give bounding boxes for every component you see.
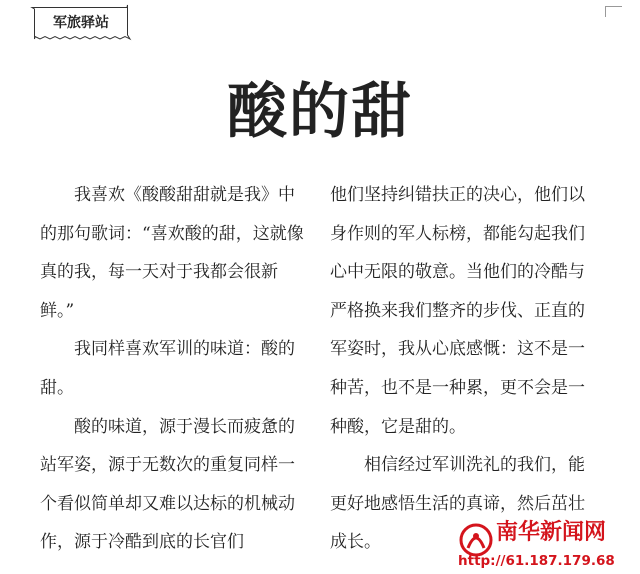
paragraph: 酸的味道，源于漫长而疲惫的站军姿，源于无数次的重复同样一个看似简单却又难以达标的机械动作，源于冷酷到底的长官们 bbox=[40, 416, 295, 553]
paragraph: 他们坚持纠错扶正的决心，他们以身作则的军人标榜，都能勾起我们心中无限的敬意。当他们的冷酷与严格换来我们整齐的步伐、正直的军姿时，我从心底感慨：这不是一种苦，也不是一种累，更不会是一种酸，它是甜的。 bbox=[330, 185, 585, 437]
left-column bbox=[40, 176, 305, 562]
paragraph: 相信经过军训洗礼的我们，能更好地感悟生活的真谛，然后茁壮成长。 bbox=[330, 455, 585, 553]
watermark-url: http://61.187.179.68 bbox=[458, 553, 615, 569]
paragraph: 我喜欢《酸酸甜甜就是我》中的那句歌词：“喜欢酸的甜，这就像真的我，每一天对于我都会很新鲜。” bbox=[40, 185, 304, 321]
page-corner-mark bbox=[605, 6, 622, 17]
column-tag-label: 军旅驿站 bbox=[53, 15, 109, 31]
column-tag bbox=[30, 3, 132, 41]
article-title: 酸的甜 bbox=[227, 77, 413, 147]
watermark-site-name: 南华新闻网 bbox=[496, 520, 607, 545]
paragraph: 我同样喜欢军训的味道：酸的甜。 bbox=[40, 339, 295, 398]
right-column bbox=[330, 176, 595, 562]
site-watermark bbox=[458, 518, 636, 574]
